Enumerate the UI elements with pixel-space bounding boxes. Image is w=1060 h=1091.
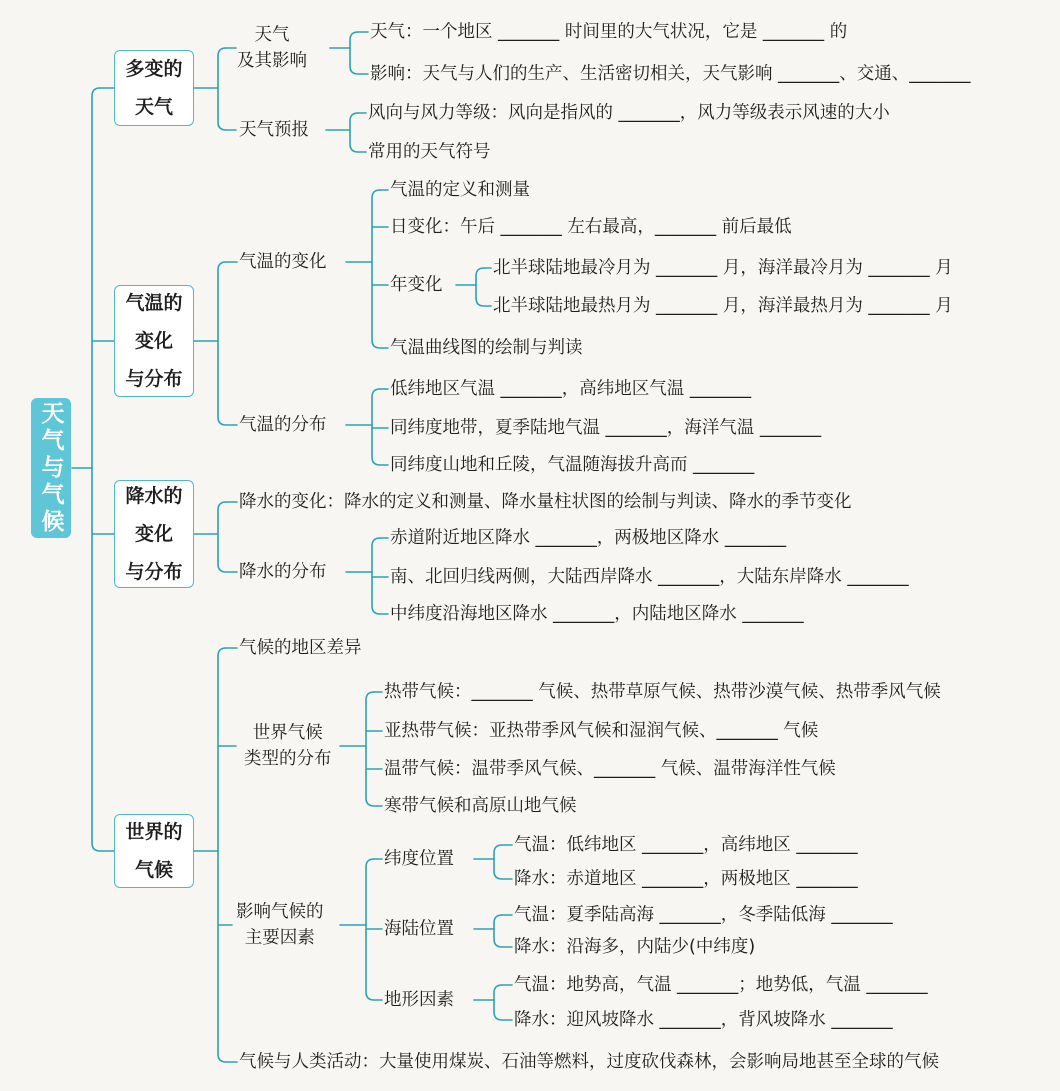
node-wind: 风向与风力等级：风向是指风的 _______，风力等级表示风速的大小 — [368, 103, 890, 123]
section-temperature: 气温的 变化 与分布 — [114, 285, 194, 397]
terrain-bracket-spine — [494, 985, 512, 1020]
node-temp-change: 气温的变化 — [239, 252, 327, 272]
node-temp-definition: 气温的定义和测量 — [390, 180, 530, 200]
s4-bracket-spine — [218, 648, 237, 1062]
node-cold-climate: 寒带气候和高原山地气候 — [384, 796, 577, 816]
node-land-sea-precip: 降水：沿海多，内陆少(中纬度) — [514, 937, 756, 957]
node-terrain-precip: 降水：迎风坡降水 _______，背风坡降水 _______ — [514, 1010, 893, 1030]
node-subtropical-climate: 亚热带气候：亚热带季风气候和湿润气候、_______ 气候 — [384, 721, 819, 741]
root-bracket-spine — [92, 88, 114, 851]
node-land-sea-temp: 气温：夏季陆高海 _______，冬季陆低海 _______ — [514, 905, 893, 925]
node-latitude-precip-detail: 降水：赤道地区 _______，两极地区 _______ — [514, 869, 858, 889]
node-temp-distribution: 气温的分布 — [239, 415, 327, 435]
node-midlatitude-precip: 中纬度沿海地区降水 _______，内陆地区降水 _______ — [390, 604, 804, 624]
node-annual-hottest: 北半球陆地最热月为 _______ 月，海洋最热月为 _______ 月 — [493, 296, 953, 316]
root-title: 天气与气候 — [31, 398, 71, 538]
lat-bracket-spine — [494, 845, 512, 879]
node-precip-change: 降水的变化：降水的定义和测量、降水量柱状图的绘制与判读、降水的季节变化 — [239, 492, 852, 512]
annual-bracket-spine — [476, 268, 491, 306]
node-climate-difference: 气候的地区差异 — [239, 638, 362, 658]
node-land-sea-position: 海陆位置 — [384, 919, 454, 939]
node-tropic-precip: 南、北回归线两侧，大陆西岸降水 _______，大陆东岸降水 _______ — [390, 567, 909, 587]
node-terrain-temp: 气温：地势高，气温 _______；地势低，气温 _______ — [514, 975, 928, 995]
node-mountain-temp: 同纬度山地和丘陵，气温随海拔升高而 _______ — [390, 455, 755, 475]
landsea-bracket-spine — [494, 915, 512, 947]
weather-bracket-spine — [350, 32, 368, 74]
temp-change-bracket-spine — [372, 190, 388, 348]
node-annual-change: 年变化 — [390, 275, 443, 295]
node-latitude-temp-detail: 气温：低纬地区 _______，高纬地区 _______ — [514, 835, 858, 855]
temp-dist-bracket-spine — [372, 389, 388, 465]
node-climate-types: 世界气候 类型的分布 — [244, 723, 332, 769]
node-precip-distribution: 降水的分布 — [239, 562, 327, 582]
node-latitude-position: 纬度位置 — [384, 849, 454, 869]
forecast-bracket-spine — [350, 113, 366, 152]
node-latitude-temp: 低纬地区气温 _______，高纬地区气温 _______ — [390, 379, 752, 399]
precip-dist-bracket-spine — [372, 538, 388, 614]
node-equator-precip: 赤道附近地区降水 _______，两极地区降水 _______ — [390, 528, 787, 548]
node-forecast: 天气预报 — [239, 120, 309, 140]
node-climate-factors: 影响气候的 主要因素 — [236, 902, 324, 948]
node-temp-curve: 气温曲线图的绘制与判读 — [390, 338, 583, 358]
node-weather-definition: 天气：一个地区 _______ 时间里的大气状况，它是 _______ 的 — [370, 22, 848, 42]
node-tropical-climate: 热带气候：_______ 气候、热带草原气候、热带沙漠气候、热带季风气候 — [384, 682, 941, 702]
node-weather-effect: 影响：天气与人们的生产、生活密切相关，天气影响 _______、交通、_______ — [370, 64, 971, 84]
node-terrain: 地形因素 — [384, 990, 454, 1010]
section-world-climate: 世界的 气候 — [114, 814, 194, 888]
section-precipitation: 降水的 变化 与分布 — [114, 480, 194, 588]
section-changeable-weather: 多变的 天气 — [114, 50, 194, 126]
s3-bracket-spine — [218, 502, 237, 572]
types-bracket-spine — [366, 692, 382, 806]
node-weather-impact: 天气 及其影响 — [237, 25, 307, 71]
node-same-latitude: 同纬度地带，夏季陆地气温 _______，海洋气温 _______ — [390, 418, 822, 438]
s2-bracket-spine — [218, 262, 237, 425]
node-annual-coldest: 北半球陆地最冷月为 _______ 月，海洋最冷月为 _______ 月 — [493, 258, 953, 278]
node-daily-change: 日变化：午后 _______ 左右最高，_______ 前后最低 — [390, 217, 792, 237]
node-human-activity: 气候与人类活动：大量使用煤炭、石油等燃料，过度砍伐森林，会影响局地甚至全球的气候 — [239, 1052, 939, 1072]
node-symbols: 常用的天气符号 — [368, 142, 491, 162]
s1-bracket-spine — [218, 48, 236, 130]
node-temperate-climate: 温带气候：温带季风气候、_______ 气候、温带海洋性气候 — [384, 759, 836, 779]
